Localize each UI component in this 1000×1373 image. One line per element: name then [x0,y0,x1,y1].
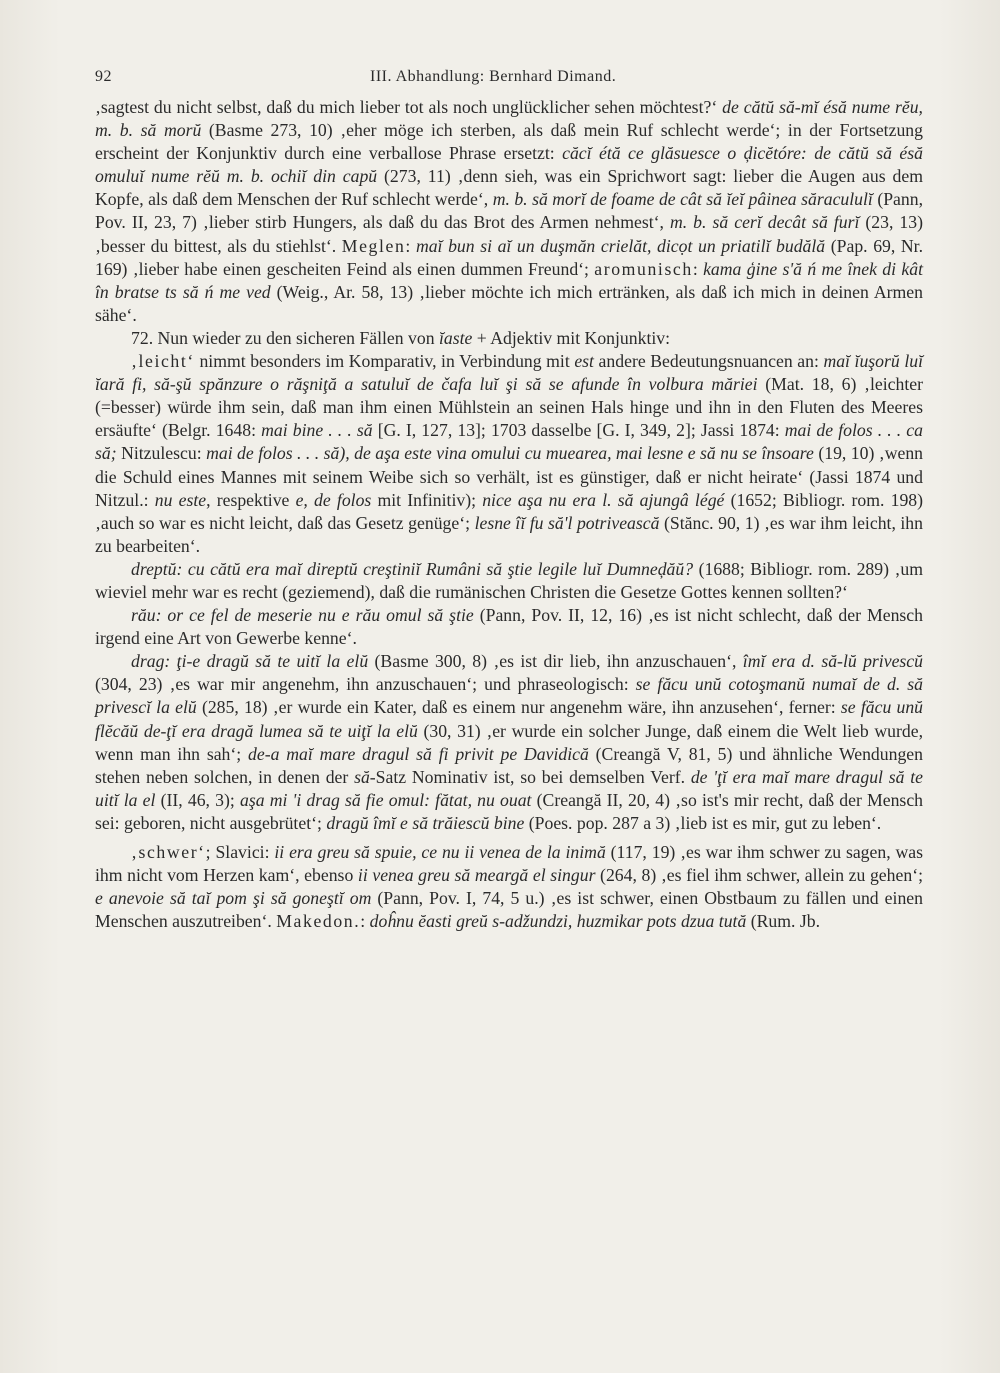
body-text [95,96,923,933]
paragraph: rău: or ce fel de meserie nu e rău omul să ştie (Pann, Pov. II, 12, 16) ‚es ist nicht schlecht, daß der Mensch irgend eine Art von Gewerbe kenne‘. [95,605,923,649]
paragraph: ‚sagtest du nicht selbst, daß du mich lieber tot als noch unglücklicher sehen möchtest?‘ de cătŭ să-mĭ ésă nume rĕu, m. b. să morŭ (Basme 273, 10) ‚eher möge ich sterben, als daß mein Ruf schlecht werde‘; in der Fortsetzung erscheint der Konjunktiv durch eine verballose Phrase ersetzt: căcĭ étă ce glăsuesce o ḑicĕtóre: de cătŭ să ésă omuluĭ nume rĕŭ m. b. ochiĭ din capŭ (273, 11) ‚denn sieh, was ein Sprichwort sagt: lieber die Augen aus dem Kopfe, als daß dem Menschen der Ruf schlecht werde‘, m. b. să morĭ de foame de cât să ĭeĭ pâinea săracululĭ (Pann, Pov. II, 23, 7) ‚lieber stirb Hungers, als daß du das Brot des Armen nehmest‘, m. b. să cerĭ decât să furĭ (23, 13) ‚besser du bittest, als du stiehlst‘. Meglen: maĭ bun si aĭ un duşmăn crielăt, dicọt un priatilĭ budălă (Pap. 69, Nr. 169) ‚lieber habe einen gescheiten Feind als einen dummen Freund‘; aromunisch: kama ģine s'ă ń me înek di kât în bratse ts să ń me ved (Weig., Ar. 58, 13) ‚lieber möchte ich mich ertränken, als daß ich mich in deinen Armen sähe‘. [95,97,924,325]
section-number: 72. [131,327,154,348]
page-header [95,68,925,92]
paragraph: dreptŭ: cu cătŭ era maĭ direptŭ creştiniĭ Rumâni să ştie legile luĭ Dumneḑăŭ? (1688; Bibliogr. rom. 289) ‚um wieviel mehr war es recht (geziemend), daß die rumänischen Christen die Gesetze Gottes kennen sollten?‘ [95,558,923,602]
page-number: 92 [95,68,112,85]
paragraph: ‚schwer‘; Slavici: ii era greu să spuie, ce nu ii venea de la inimă (117, 19) ‚es war ihm schwer zu sagen, was ihm nicht vom Herzen kam‘, ebenso ii venea greu să meargă el singur (264, 8) ‚es fiel ihm schwer, allein zu gehen‘; e anevoie să taĭ pom şi să goneştĭ om (Pann, Pov. I, 74, 5 u.) ‚es ist schwer, einen Obstbaum zu fällen und einen Menschen auszutreiben‘. Makedon.: doĥnu ĕasti greŭ s-adžundzi, huzmikar pots dzua tută (Rum. Jb. [95,842,924,932]
paragraph: ‚leicht‘ nimmt besonders im Komparativ, in Verbindung mit est andere Bedeutungsnuancen an: maĭ ĭuşorŭ luĭ ĭară fi, să-şŭ spănzure o răşniţă a satuluĭ de čafa luĭ şi să se afunde în volbura măriei (Mat. 18, 6) ‚leichter (=besser) würde ihm sein, daß man ihm einen Mühlstein an seinen Hals hinge und ihn in den Fluten des Meeres ersäufte‘ (Belgr. 1648: mai bine . . . să [G. I, 127, 13]; 1703 dasselbe [G. I, 349, 2]; Jassi 1874: mai de folos . . . ca să; Nitzulescu: mai de folos . . . să), de aşa este vina omului cu muearea, mai lesne e să nu se însoare (19, 10) ‚wenn die Schuld eines Mannes mit seinem Weibe sich so verhält, ist es günstiger, daß er nicht heirate‘ (Jassi 1874 und Nitzul.: nu este, respektive e, de folos mit Infinitiv); nice aşa nu era l. să ajungâ légé (1652; Bibliogr. rom. 198) ‚auch so war es nicht leicht, daß das Gesetz genüge‘; lesne îĭ fu să'l potrivească (Stănc. 90, 1) ‚es war ihm leicht, ihn zu bearbeiten‘. [95,351,924,556]
running-head: III. Abhandlung: Bernhard Dimand. [370,68,617,85]
section-paragraph: 72. Nun wieder zu den sicheren Fällen von ĭaste + Adjektiv mit Konjunktiv: [131,327,671,348]
paragraph: drag: ţi-e dragŭ să te uitĭ la elŭ (Basme 300, 8) ‚es ist dir lieb, ihn anzuschauen‘, îmĭ era d. să-lŭ privescŭ (304, 23) ‚es war mir angenehm, ihn anzuschauen‘; und phraseologisch: se făcu unŭ cotoşmanŭ numaĭ de d. să privescĭ la elŭ (285, 18) ‚er wurde ein Kater, daß es einem nur angenehm wäre, ihn anzusehen‘, ferner: se făcu unŭ flĕcăŭ de-ţĭ era dragă lumea să te uiţĭ la elŭ (30, 31) ‚er wurde ein solcher Junge, daß einem die Welt lieb wurde, wenn man ihn sah‘; de-a maĭ mare dragul să fi privit pe Davidică (Creangă V, 81, 5) und ähnliche Wendungen stehen neben solchen, in denen der să-Satz Nominativ ist, so bei demselben Verf. de 'ţĭ era maĭ mare dragul să te uitĭ la el (II, 46, 3); aşa mi 'i drag să fie omul: fătat, nu ouat (Creangă II, 20, 4) ‚so ist's mir recht, daß der Mensch sei: geboren, nicht ausgebrütet‘; dragŭ îmĭ e să trăiescŭ bine (Poes. pop. 287 a 3) ‚lieb ist es mir, gut zu leben‘. [95,651,924,833]
